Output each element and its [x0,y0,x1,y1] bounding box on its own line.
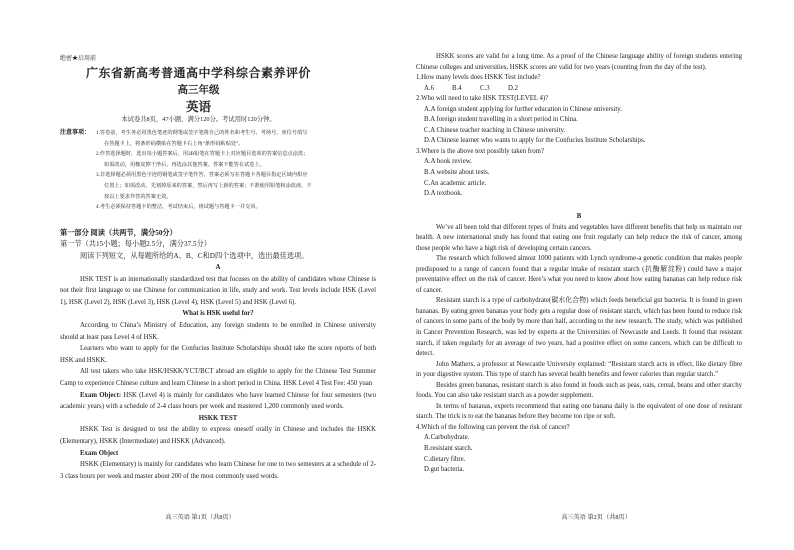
heading-hskk-test: HSKK TEST [198,414,238,422]
option[interactable]: D.gut bacteria. [424,466,465,474]
notes-label: 注意事项： [60,130,91,136]
option[interactable]: A.6 [424,84,435,92]
part-heading: 第一部分 阅读（共两节，满分50分） [60,229,177,237]
paragraph [60,390,376,413]
paragraph: Besides green bananas, resistant starch is also found in foods such as peas, oats, cereal, beans and other starchy foods. You can also take resistant starch as a powder supplement. [416,381,742,400]
confidential-label: 绝密★启用前 [60,56,97,62]
paragraph-text: HSK (Level 4) is mainly for candidates who have learned Chinese for four semesters (two academic years) with a schedule of 2-4 class hours per week and mastered 1,200 commonly used words. [60,391,376,411]
note-line: 1.答卷前，考生务必用黑色笔迹的钢笔或签字笔将自己的姓名和考生号、考场号、座位号填写 [96,130,308,136]
option[interactable]: C.A Chinese teacher teaching in Chinese university. [424,126,566,134]
note-line: 2.作答选择题时，选出每小题答案后，用2B铅笔在答题卡上对应题目选项的答案信息点涂黑； [96,151,309,158]
paragraph: All test takers who take HSK/HSKK/YCT/BCT abroad are eligible to apply for the Chinese Test Summer Camp to experience Chinese culture and learn Chinese in a short period in China. HSK Level 4 Test Fee: 450 yuan [60,368,376,387]
paragraph: HSKK scores are valid for a long time. As a proof of the Chinese language ability of foreign students entering Chinese colleges and universities, HSKK scores are valid for two years (counting from the day of the test). [416,53,742,71]
paragraph: Learners who want to apply for the Confucius Institute Scholarships should take the score reports of both HSK and HSKK. [60,345,376,364]
option[interactable]: D.2 [508,84,519,92]
paragraph: We’ve all been told that different types of fruits and vegetables have different benefits that help us maintain our health. A new international study has found that eating one fruit regularly can help reduce the risk of cancer, among those people who have a high risk of developing certain cancers. [416,223,742,252]
option[interactable]: A.A book review. [424,158,472,166]
note-line: 在答题卡上，将条形码横贴在答题卡右上角“条形码粘贴处”。 [104,140,244,147]
note-line: 位置上；如需改动，先划掉原来的答案，然后再写上新的答案；不准使用铅笔和涂改液。不 [104,182,312,189]
exam-info: 本试卷共8页，47小题，满分120分。考试用时120分钟。 [121,116,276,123]
option[interactable]: C.dietary fibre. [424,455,466,463]
option[interactable]: D.A textbook. [424,190,463,198]
paragraph: In terms of bananas, experts recommend that eating one banana daily is the equivalent of one dose of resistant starch. The trick is to eat the bananas before they become too ripe or soft. [416,402,742,421]
exam-object-label: Exam Object: [80,391,122,399]
option[interactable]: B.A website about tests. [424,169,490,177]
instruction: 阅读下列短文，从每题所给的A、B、C和D四个选项中，选出最佳选项。 [80,252,309,260]
passage-b [416,212,742,476]
note-line: 按以上要求作答的答案无效。 [104,193,172,200]
exam-notes [60,128,376,213]
exam-title: 广东省新高考普通高中学科综合素养评价 [85,66,311,80]
paragraph: HSK TEST is an internationally standardized test that focuses on the ability of candidates whose Chinese is not their first language to use Chinese for communication in life, study and work. Test levels include HSK (Level 1), HSK (Level 2), HSK (Level 3), HSK (Level 4), HSK (Level 5) and HSK (Level 6). [60,275,376,306]
question-3: 3.Where is the above text possibly taken from? [416,147,544,155]
right-column [416,52,742,200]
page-footer: 高三英语 第1页（共8页） [165,514,235,521]
section-heading: 第一节（共15小题；每小题2.5分，满分37.5分） [60,240,211,248]
page-footer: 高三英语 第2页（共8页） [561,514,631,521]
option[interactable]: B.4 [452,84,462,92]
option[interactable]: A.A foreign student applying for further education in Chinese university. [424,105,622,113]
question-2: 2.Who will need to take HSK TEST(LEVEL 4)? [416,95,549,103]
option[interactable]: B.resistant starch. [424,445,473,453]
question-4: 4.Which of the following can prevent the risk of cancer? [416,423,570,431]
option[interactable]: C.An academic article. [424,179,487,187]
paragraph: John Mathers, a professor at Newcastle University explained: “Resistant starch acts in effect, like dietary fibre in your digestive system. This type of starch has several health benefits and fewer calories than regular starch.” [416,360,742,379]
paragraph: The research which followed almost 1000 patients with Lynch syndrome-a genetic condition that makes people predisposed to a range of cancers found that a regular intake of resistant starch (抗酶解淀粉) could have a major preventative effect on the risk of cancer. Here’s what you need to know about how eating bananas can help reduce risk of cancer. [416,255,742,294]
passage-a-label: A [215,264,221,271]
paragraph: Resistant starch is a type of carbohydrate(碳水化合物) which feeds beneficial gut bacteria. It is found in green bananas. By eating green bananas your body gets a regular dose of resistant starch, which has been found to reduce risk of cancers in some parts of the body by more than half, according to the new research. The study, which was published in Cancer Prevention Research, was led by experts at the Universities of Newcastle and Leeds. It found that resistant starch, if taken regularly for an average of two years, had a positive effect on some cancers, which can be difficult to detect. [416,297,742,358]
grade-title: 高三年级 [177,85,220,96]
passage-b-label: B [576,213,582,220]
paragraph: HSKK Test is designed to test the ability to express oneself orally in Chinese and includes the HSKK (Elementary), HSKK (Intermediate) and HSKK (Advanced). [60,426,376,445]
note-line: 如需改动，用橡皮擦干净后，再选涂其他答案。答案不能答在试卷上。 [104,161,265,168]
exam-object-label: Exam Object [80,449,119,457]
note-line: 4.考生必须保持答题卡的整洁，考试结束后，将试题与答题卡一并交回。 [96,204,261,211]
passage-a [60,262,376,482]
q1-options [424,84,742,95]
option[interactable]: B.A foreign student travelling in a short period in China. [424,116,578,124]
note-line: 3.非选择题必须用黑色字迹的钢笔或签字笔作答，答案必须写在答题卡各题目指定区域内相应 [96,172,308,179]
paragraph: According to China’s Ministry of Education, any foreign students to be enrolled in Chinese university should at least pass Level 4 of HSK. [60,321,376,341]
option[interactable]: D.A Chinese learner who wants to apply for the Confucius Institute Scholarships. [424,137,646,145]
option[interactable]: C.3 [480,84,490,92]
subject-title: 英语 [185,100,211,114]
question-1: 1.How many levels does HSKK Test include? [416,74,541,82]
heading-hsk-useful: What is HSK useful for? [182,310,254,318]
option[interactable]: A.Carbohydrate. [424,434,470,442]
paragraph: HSKK (Elementary) is mainly for candidates who learn Chinese for one to two semesters at a schedule of 2-3 class hours per week and master about 200 of the most commonly used words. [60,461,376,480]
